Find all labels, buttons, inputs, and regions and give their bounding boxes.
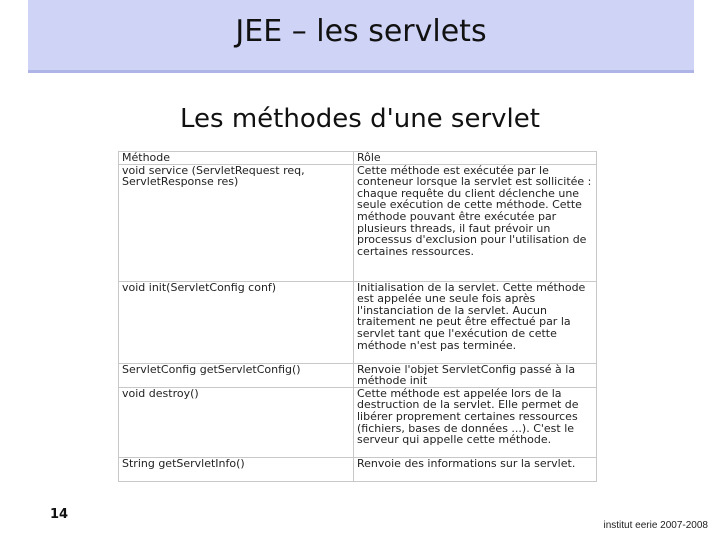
role-cell: Renvoie l'objet ServletConfig passé à la méthode init [354, 363, 597, 387]
column-header-role: Rôle [354, 152, 597, 165]
slide-title: JEE – les servlets [235, 14, 487, 49]
role-cell: Renvoie des informations sur la servlet. [354, 457, 597, 481]
footer-credit: institut eerie 2007-2008 [603, 520, 708, 531]
method-cell: String getServletInfo() [119, 457, 354, 481]
table-header-row [119, 152, 597, 165]
role-cell: Initialisation de la servlet. Cette méthode est appelée une seule fois après l'instanciation de la servlet. Aucun traitement ne peut être effectué par la servlet tant que l'exécution de cette méthode n'est pas terminée. [354, 281, 597, 363]
column-header-method: Méthode [119, 152, 354, 165]
slide-subtitle: Les méthodes d'une servlet [180, 104, 540, 134]
table-row [119, 164, 597, 281]
table-row [119, 457, 597, 481]
method-cell: void init(ServletConfig conf) [119, 281, 354, 363]
title-bar [28, 0, 694, 73]
slide-number: 14 [50, 507, 69, 522]
method-cell: void service (ServletRequest req, ServletResponse res) [119, 164, 354, 281]
table-row [119, 363, 597, 387]
method-cell: void destroy() [119, 387, 354, 457]
role-cell: Cette méthode est appelée lors de la destruction de la servlet. Elle permet de libérer proprement certaines ressources (fichiers, bases de données ...). C'est le serveur qui appelle cette méthode. [354, 387, 597, 457]
method-cell: ServletConfig getServletConfig() [119, 363, 354, 387]
methods-table [118, 151, 597, 482]
table-row [119, 387, 597, 457]
table-row [119, 281, 597, 363]
role-cell: Cette méthode est exécutée par le conteneur lorsque la servlet est sollicitée : chaque requête du client déclenche une seule exécution de cette méthode. Cette méthode pouvant être exécutée par plusieurs threads, il faut prévoir un processus d'exclusion pour l'utilisation de certaines ressources. [354, 164, 597, 281]
